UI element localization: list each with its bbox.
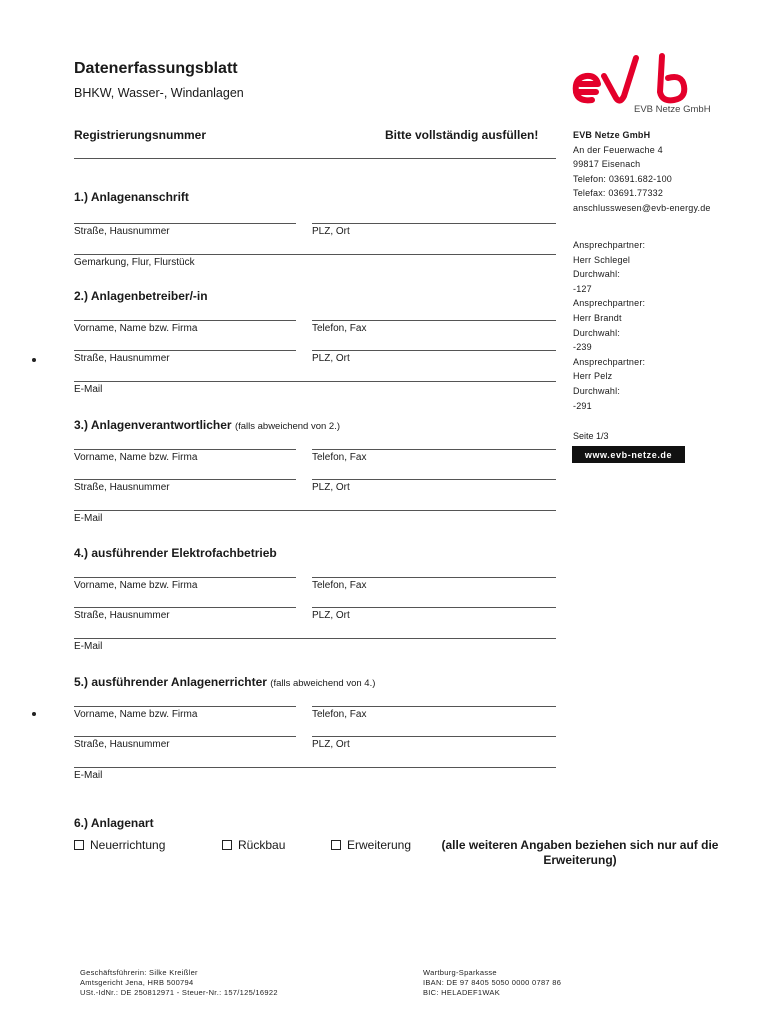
contact-line: -239 bbox=[573, 342, 592, 353]
s3-plz-field[interactable] bbox=[312, 479, 556, 480]
registration-label: Registrierungsnummer bbox=[74, 128, 207, 142]
option-neuerrichtung[interactable] bbox=[74, 838, 165, 852]
s2-email-label: E-Mail bbox=[74, 384, 103, 395]
contact-line: Ansprechpartner: bbox=[573, 240, 646, 250]
footer-line: Wartburg-Sparkasse bbox=[423, 968, 497, 977]
s2-email-field[interactable] bbox=[74, 381, 556, 382]
page-subtitle: BHKW, Wasser-, Windanlagen bbox=[74, 86, 244, 100]
section-4-title: 4.) ausführender Elektrofachbetrieb bbox=[74, 546, 277, 560]
page-title: Datenerfassungsblatt bbox=[74, 60, 238, 77]
s2-street-label: Straße, Hausnummer bbox=[74, 353, 170, 364]
footer-line: BIC: HELADEF1WAK bbox=[423, 988, 501, 997]
s2-plz-label: PLZ, Ort bbox=[312, 353, 350, 364]
contact-line: Ansprechpartner: bbox=[573, 356, 646, 367]
footer-right bbox=[423, 968, 561, 998]
checkbox-icon[interactable] bbox=[222, 840, 232, 850]
s1-street-field[interactable] bbox=[74, 223, 296, 224]
s4-name-field[interactable] bbox=[74, 577, 296, 578]
s4-plz-label: PLZ, Ort bbox=[312, 610, 350, 621]
contact-line: Herr Schlegel bbox=[573, 254, 631, 265]
company-email: anschlusswesen@evb-energy.de bbox=[573, 202, 711, 213]
s4-phone-label: Telefon, Fax bbox=[312, 580, 367, 591]
s4-plz-field[interactable] bbox=[312, 607, 556, 608]
s3-name-field[interactable] bbox=[74, 449, 296, 450]
s3-plz-label: PLZ, Ort bbox=[312, 482, 350, 493]
company-fax: Telefax: 03691.77332 bbox=[573, 188, 664, 199]
contact-line: Ansprechpartner: bbox=[573, 298, 646, 309]
s1-plz-label: PLZ, Ort bbox=[312, 226, 350, 237]
s5-email-field[interactable] bbox=[74, 767, 556, 768]
s2-street-field[interactable] bbox=[74, 350, 296, 351]
s3-phone-field[interactable] bbox=[312, 449, 556, 450]
page-number: Seite 1/3 bbox=[573, 431, 609, 441]
option-rueckbau[interactable] bbox=[222, 838, 285, 852]
section-1-title: 1.) Anlagenanschrift bbox=[74, 190, 189, 204]
s3-street-label: Straße, Hausnummer bbox=[74, 482, 170, 493]
footer-line: Geschäftsführerin: Silke Kreißler bbox=[80, 968, 198, 977]
s4-name-label: Vorname, Name bzw. Firma bbox=[74, 580, 198, 591]
s5-name-field[interactable] bbox=[74, 706, 296, 707]
section-5-title bbox=[74, 675, 375, 689]
s5-email-label: E-Mail bbox=[74, 770, 103, 781]
s5-plz-field[interactable] bbox=[312, 736, 556, 737]
s1-gemarkung-label: Gemarkung, Flur, Flurstück bbox=[74, 257, 195, 268]
margin-bullet bbox=[32, 712, 36, 716]
s4-street-field[interactable] bbox=[74, 607, 296, 608]
contact-line: -291 bbox=[573, 400, 592, 411]
s1-street-label: Straße, Hausnummer bbox=[74, 226, 170, 237]
s3-email-label: E-Mail bbox=[74, 513, 103, 524]
s2-name-label: Vorname, Name bzw. Firma bbox=[74, 323, 198, 334]
erweiterung-note: (alle weiteren Angaben beziehen sich nur auf die Erweiterung) bbox=[441, 838, 719, 867]
section-3-note: (falls abweichend von 2.) bbox=[234, 421, 341, 432]
s2-phone-label: Telefon, Fax bbox=[312, 323, 367, 334]
s1-plz-field[interactable] bbox=[312, 223, 556, 224]
company-phone: Telefon: 03691.682-100 bbox=[573, 173, 672, 184]
contact-line: Herr Pelz bbox=[573, 371, 613, 382]
s3-email-field[interactable] bbox=[74, 510, 556, 511]
section-5-note: (falls abweichend von 4.) bbox=[270, 678, 376, 689]
section-3-title bbox=[74, 418, 340, 432]
contact-line: Durchwahl: bbox=[573, 327, 621, 338]
option-label: Rückbau bbox=[238, 838, 286, 852]
company-address bbox=[573, 128, 733, 216]
s5-name-label: Vorname, Name bzw. Firma bbox=[74, 709, 198, 720]
s2-name-field[interactable] bbox=[74, 320, 296, 321]
contact-line: Durchwahl: bbox=[573, 269, 621, 280]
margin-bullet bbox=[32, 358, 36, 362]
contact-line: -127 bbox=[573, 283, 592, 294]
company-street: An der Feuerwache 4 bbox=[573, 144, 663, 155]
s4-email-label: E-Mail bbox=[74, 641, 103, 652]
checkbox-icon[interactable] bbox=[74, 840, 84, 850]
website-link[interactable]: www.evb-netze.de bbox=[572, 446, 685, 463]
section-2-title: 2.) Anlagenbetreiber/-in bbox=[74, 289, 208, 303]
checkbox-icon[interactable] bbox=[331, 840, 341, 850]
s5-plz-label: PLZ, Ort bbox=[312, 739, 350, 750]
section-3-title-text: 3.) Anlagenverantwortlicher bbox=[74, 418, 232, 432]
contact-line: Durchwahl: bbox=[573, 385, 621, 396]
s3-street-field[interactable] bbox=[74, 479, 296, 480]
complete-hint: Bitte vollständig ausfüllen! bbox=[385, 128, 539, 142]
s5-phone-field[interactable] bbox=[312, 706, 556, 707]
logo-caption: EVB Netze GmbH bbox=[634, 104, 711, 115]
registration-number-field[interactable] bbox=[74, 158, 556, 159]
contact-line: Herr Brandt bbox=[573, 312, 622, 323]
footer-line: IBAN: DE 97 8405 5050 0000 0787 86 bbox=[423, 978, 562, 987]
s2-plz-field[interactable] bbox=[312, 350, 556, 351]
s4-email-field[interactable] bbox=[74, 638, 556, 639]
footer-left bbox=[80, 968, 278, 998]
option-label: Neuerrichtung bbox=[90, 838, 166, 852]
option-label: Erweiterung bbox=[347, 838, 412, 852]
company-city: 99817 Eisenach bbox=[573, 159, 641, 170]
section-6-title: 6.) Anlagenart bbox=[74, 816, 154, 830]
footer-line: USt.-IdNr.: DE 250812971 - Steuer-Nr.: 157/125/16922 bbox=[80, 988, 278, 997]
s4-phone-field[interactable] bbox=[312, 577, 556, 578]
s5-phone-label: Telefon, Fax bbox=[312, 709, 367, 720]
s4-street-label: Straße, Hausnummer bbox=[74, 610, 170, 621]
section-5-title-text: 5.) ausführender Anlagenerrichter bbox=[74, 675, 267, 689]
s3-name-label: Vorname, Name bzw. Firma bbox=[74, 452, 198, 463]
s3-phone-label: Telefon, Fax bbox=[312, 452, 367, 463]
footer-line: Amtsgericht Jena, HRB 500794 bbox=[80, 978, 194, 987]
option-erweiterung[interactable] bbox=[331, 838, 411, 852]
contact-list bbox=[573, 238, 733, 413]
s2-phone-field[interactable] bbox=[312, 320, 556, 321]
s5-street-label: Straße, Hausnummer bbox=[74, 739, 170, 750]
company-name: EVB Netze GmbH bbox=[573, 130, 651, 140]
s5-street-field[interactable] bbox=[74, 736, 296, 737]
s1-gemarkung-field[interactable] bbox=[74, 254, 556, 255]
